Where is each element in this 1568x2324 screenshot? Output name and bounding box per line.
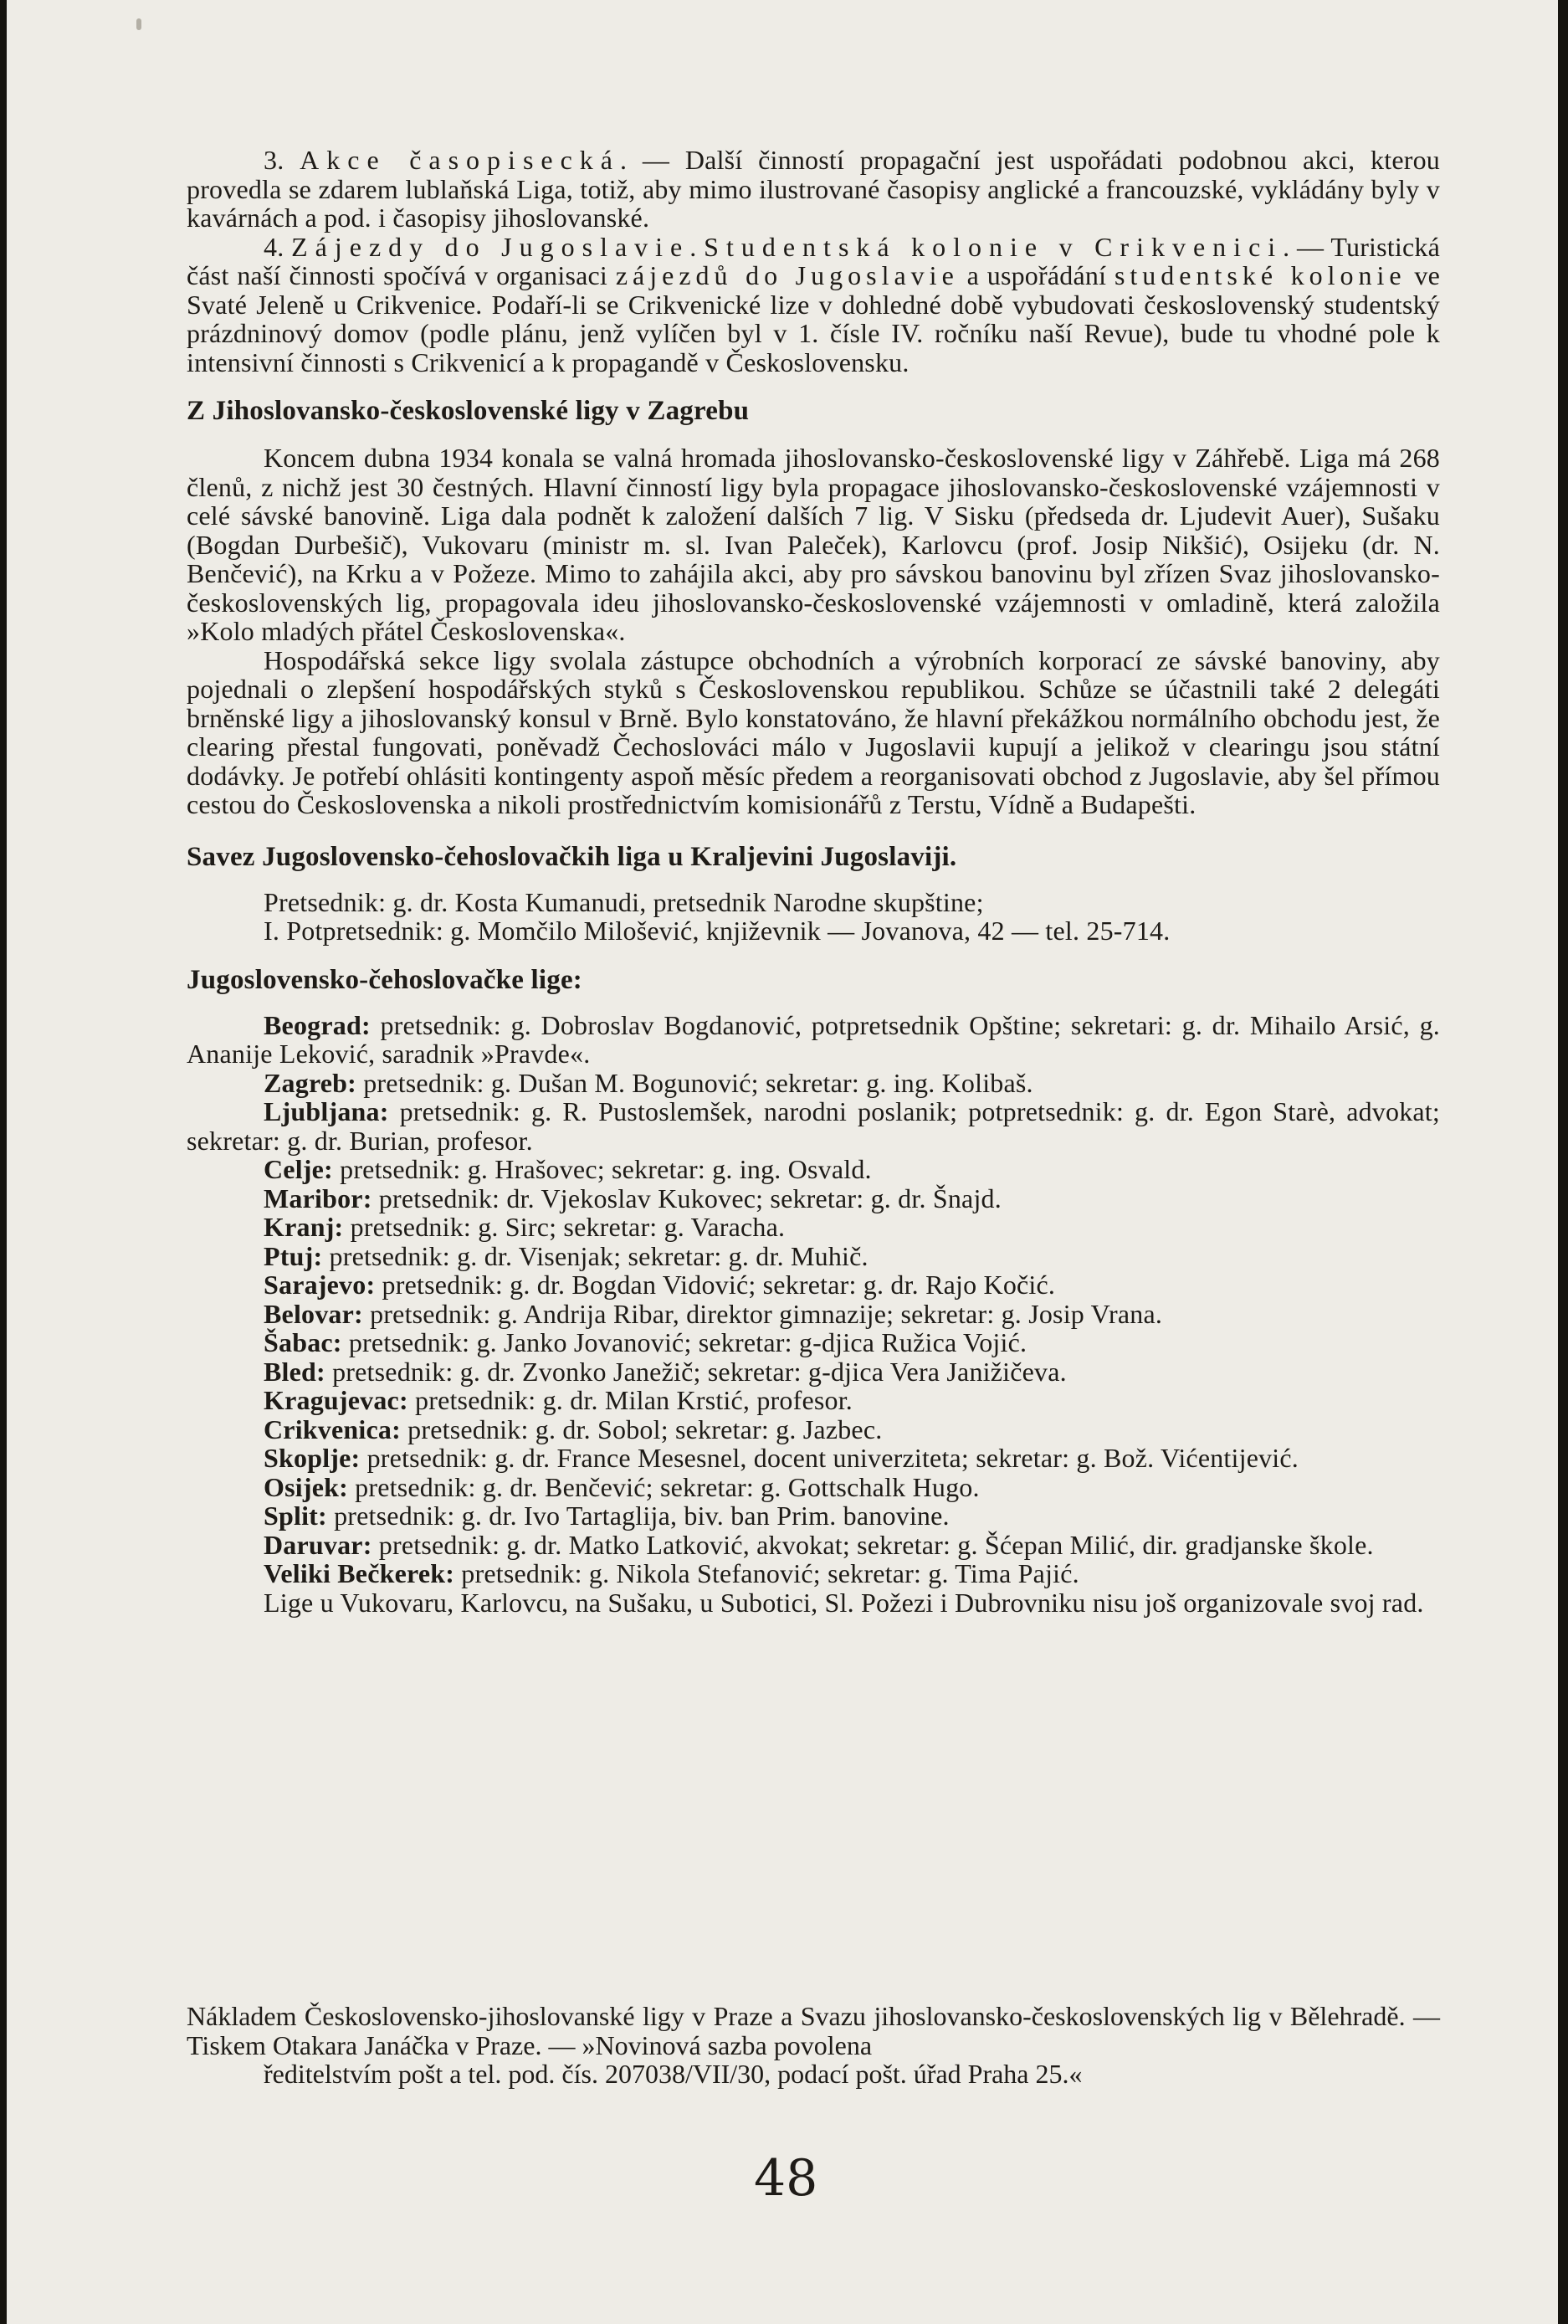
publisher-imprint (187, 2002, 1440, 2089)
league-officers: pretsednik: g. dr. Matko Latković, akvokat; sekretar: g. Šćepan Milić, dir. gradjanske škole. (372, 1529, 1374, 1560)
league-city: Kranj: (264, 1212, 344, 1242)
savez-president: Pretsednik: g. dr. Kosta Kumanudi, pretsednik Narodne skupštine; (264, 886, 984, 917)
league-city: Ptuj: (264, 1240, 323, 1271)
league-city: Osijek: (264, 1471, 348, 1502)
league-officers: pretsednik: g. Hrašovec; sekretar: g. ing. Osvald. (332, 1154, 872, 1184)
savez-heading: Savez Jugoslovensko-čehoslovačkih liga u Kraljevini Jugoslaviji. (187, 841, 957, 872)
item-3-label: 3. (264, 145, 284, 175)
leagues-heading: Jugoslovensko-čehoslovačke lige: (187, 964, 582, 995)
item-4-text-a: . — Turistická část naší činnosti spočívá v organisaci (187, 231, 1440, 290)
list-item (187, 1328, 1440, 1357)
item-4-label: 4. (264, 231, 284, 262)
item-3-paragraph (187, 146, 1440, 233)
item-4-title-b: Studentská kolonie v Crikvenici (704, 231, 1284, 262)
league-officers: pretsednik: dr. Vjekoslav Kukovec; sekretar: g. dr. Šnajd. (372, 1183, 1002, 1213)
league-officers: pretsednik: g. dr. Benčević; sekretar: g. Gottschalk Hugo. (347, 1471, 980, 1502)
page-number: 48 (754, 2149, 818, 2208)
league-city: Ljubljana: (264, 1096, 389, 1126)
list-item (187, 1155, 1440, 1184)
item-4-text-b: a uspořádání (958, 260, 1115, 290)
league-officers: pretsednik: g. dr. Zvonko Janežič; sekretar: g-djica Vera Janižičeva. (325, 1356, 1067, 1387)
list-item (187, 1069, 1440, 1098)
league-officers: pretsednik: g. Andrija Ribar, direktor gimnazije; sekretar: g. Josip Vrana. (362, 1298, 1163, 1329)
league-officers: pretsednik: g. dr. Bogdan Vidović; sekretar: g. dr. Rajo Kočić. (375, 1270, 1056, 1300)
league-city: Zagreb: (264, 1067, 357, 1098)
list-item (187, 1415, 1440, 1444)
list-item (187, 1559, 1440, 1588)
item-4-separator: . (689, 231, 705, 262)
league-officers: pretsednik: g. dr. Milan Krstić, profesor. (407, 1385, 853, 1415)
league-city: Veliki Bečkerek: (264, 1558, 455, 1588)
zagreb-paragraph-1: Koncem dubna 1934 konala se valná hromada jihoslovansko-československé ligy v Záhřebě. Liga má 268 členů, z nichž jest 30 čestných. Hlavní činností ligy byla propagace jihoslovansko-československé vzájemnosti v celé sávské banovině. Liga dala podnět k založení dalších 7 lig. V Sisku (předseda dr. Ljudevit Auer), Sušaku (Bogdan Durbešič), Vukovaru (ministr m. sl. Ivan Paleček), Karlovcu (prof. Josip Nikšić), Osijeku (dr. N. Benčević), na Krku a v Požeze. Mimo to zahájila akci, aby pro sávskou banovinu byl zřízen Svaz jihoslovansko-československých lig, propagovala ideu jihoslovansko-československé vzájemnosti v omladině, která založila »Kolo mladých přátel Československa«. (187, 443, 1440, 646)
item-4-emphasis-b: studentské kolonie (1114, 260, 1407, 290)
leagues-list (187, 1011, 1440, 1618)
item-4-paragraph (187, 233, 1440, 377)
item-3-text: . — Další činností propagační jest uspořádati podobnou akci, kterou provedla se zdarem lublaňská Liga, totiž, aby mimo ilustrované časopisy anglické a francouzské, vykládány byly v kavárnách a pod. i časopisy jihoslovanské. (187, 145, 1440, 233)
league-officers: pretsednik: g. dr. France Mesesnel, docent univerziteta; sekretar: g. Bož. Vićentijević. (360, 1443, 1299, 1473)
league-officers: pretsednik: g. Sirc; sekretar: g. Varacha. (343, 1212, 786, 1242)
league-officers: pretsednik: g. dr. Sobol; sekretar: g. Jazbec. (400, 1413, 883, 1444)
list-item (187, 1184, 1440, 1213)
list-item (187, 1242, 1440, 1271)
list-item (187, 1270, 1440, 1300)
item-4-emphasis-a: zájezdů do Jugoslavie (615, 260, 959, 290)
league-city: Crikvenica: (264, 1413, 401, 1444)
list-item (187, 1300, 1440, 1329)
item-4-text-c: ve Svaté Jeleně u Crikvenice. Podaří-li se Crikvenické lize v dohledné době vybudovati československý studentský prázdninový domov (podle plánu, jenž vylíčen byl v 1. čísle IV. ročníku naší Revue), bude tu vhodné pole k intensivní činnosti s Crikvenicí a k propagandě v Československu. (187, 260, 1441, 377)
league-officers: pretsednik: g. Dušan M. Bogunović; sekretar: g. ing. Kolibaš. (356, 1067, 1033, 1098)
league-officers: pretsednik: g. Nikola Stefanović; sekretar: g. Tima Pajić. (454, 1558, 1079, 1588)
league-city: Sarajevo: (264, 1270, 376, 1300)
league-city: Maribor: (264, 1183, 372, 1213)
list-item (187, 1531, 1440, 1560)
list-item (187, 1011, 1440, 1069)
page (7, 0, 1558, 2324)
league-officers: pretsednik: g. Janko Jovanović; sekretar: g-djica Ružica Vojić. (341, 1327, 1027, 1357)
item-3-title: Akce časopisecká (300, 145, 620, 175)
imprint-line-2: ředitelstvím pošt a tel. pod. čís. 207038/VII/30, podací pošt. úřad Praha 25.« (264, 2059, 1083, 2089)
league-city: Beograd: (264, 1009, 371, 1040)
zagreb-paragraph-2: Hospodářská sekce ligy svolala zástupce obchodních a výrobních korporací ze sávské banoviny, aby pojednali o zlepšení hospodářských styků s Československou republikou. Schůze se účastnili také 2 delegáti brněnské ligy a jihoslovanský konsul v Brně. Bylo konstatováno, že hlavní překážkou normálního obchodu jest, že clearing přestal fungovati, poněvadž Čechoslováci málo v Jugoslavii kupují a jelikož v clearingu jsou státní dodávky. Je potřebí ohlásiti kontingenty aspoň měsíc předem a reorganisovati obchod z Jugoslavie, aby šel přímou cestou do Československa a nikoli prostřednictvím komisionářů z Terstu, Vídně a Budapešti. (187, 644, 1440, 819)
savez-vice-president: I. Potpretsednik: g. Momčilo Milošević, književnik — Jovanova, 42 — tel. 25-714. (264, 916, 1171, 946)
list-item (187, 1097, 1440, 1155)
list-item (187, 1473, 1440, 1502)
imprint-line-1: Nákladem Československo-jihoslovanské ligy v Praze a Svazu jihoslovansko-československých lig v Bělehradě. — Tiskem Otakara Janáčka v Praze. — »Novinová sazba povolena (187, 2001, 1440, 2060)
savez-officers (187, 888, 1440, 946)
list-item (187, 1386, 1440, 1415)
league-city: Šabac: (264, 1327, 342, 1357)
league-city: Split: (264, 1501, 327, 1531)
league-city: Kragujevac: (264, 1385, 408, 1415)
list-item (187, 1357, 1440, 1387)
league-city: Bled: (264, 1356, 325, 1387)
league-city: Daruvar: (264, 1529, 372, 1560)
league-city: Celje: (264, 1154, 333, 1184)
zagreb-heading: Z Jihoslovansko-československé ligy v Zagrebu (187, 396, 750, 426)
league-officers: pretsednik: g. R. Pustoslemšek, narodni poslanik; potpretsednik: g. dr. Egon Starè, advokat; sekretar: g. dr. Burian, profesor. (187, 1096, 1440, 1156)
league-officers: pretsednik: g. Dobroslav Bogdanović, potpretsednik Opštine; sekretari: g. dr. Mihailo Arsić, g. Ananije Leković, saradnik »Pravde«. (187, 1009, 1440, 1069)
leagues-closing-note: Lige u Vukovaru, Karlovcu, na Sušaku, u Subotici, Sl. Požezi i Dubrovniku nisu još organizovale svoj rad. (264, 1587, 1424, 1618)
scan-mark (136, 18, 141, 30)
league-officers: pretsednik: g. dr. Visenjak; sekretar: g. dr. Muhič. (322, 1240, 869, 1271)
item-4-title-a: Zájezdy do Jugoslavie (291, 231, 690, 262)
league-officers: pretsednik: g. dr. Ivo Tartaglija, biv. ban Prim. banovine. (326, 1501, 950, 1531)
list-item (187, 1501, 1440, 1531)
article-body (187, 146, 1440, 1617)
league-city: Belovar: (264, 1298, 363, 1329)
league-city: Skoplje: (264, 1443, 361, 1473)
list-item (187, 1444, 1440, 1473)
list-item (187, 1213, 1440, 1242)
